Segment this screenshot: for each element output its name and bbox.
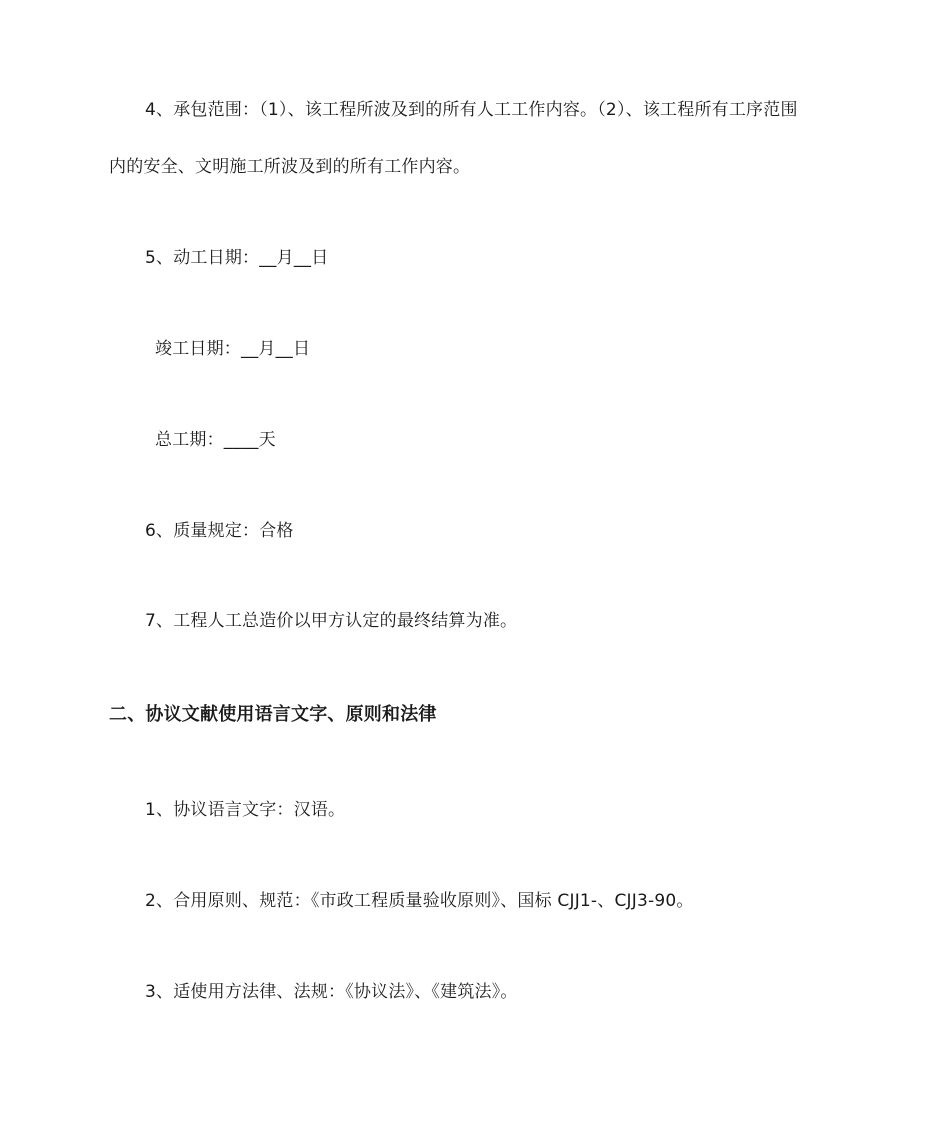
item5-end-date: 竣工日期：__月__日 bbox=[155, 339, 311, 359]
section2-item3: 3、适使用方法律、法规：《协议法》、《建筑法》。 bbox=[145, 982, 518, 1002]
item5-total-duration: 总工期：____天 bbox=[155, 430, 276, 450]
section2-heading: 二、协议文献使用语言文字、原则和法律 bbox=[109, 704, 437, 725]
section2-item1: 1、协议语言文字：汉语。 bbox=[145, 800, 346, 820]
item4-scope-line1: 4、承包范围：（1）、该工程所波及到的所有人工工作内容。（2）、该工程所有工序范围 bbox=[145, 100, 798, 120]
item4-scope-line2: 内的安全、文明施工所波及到的所有工作内容。 bbox=[109, 157, 471, 177]
item6-quality: 6、质量规定：合格 bbox=[145, 521, 294, 541]
item7-total-cost: 7、工程人工总造价以甲方认定的最终结算为准。 bbox=[145, 611, 518, 631]
item5-start-date: 5、动工日期：__月__日 bbox=[145, 248, 329, 268]
section2-item2: 2、合用原则、规范：《市政工程质量验收原则》、国标 CJJ1-、CJJ3-90。 bbox=[145, 891, 694, 911]
